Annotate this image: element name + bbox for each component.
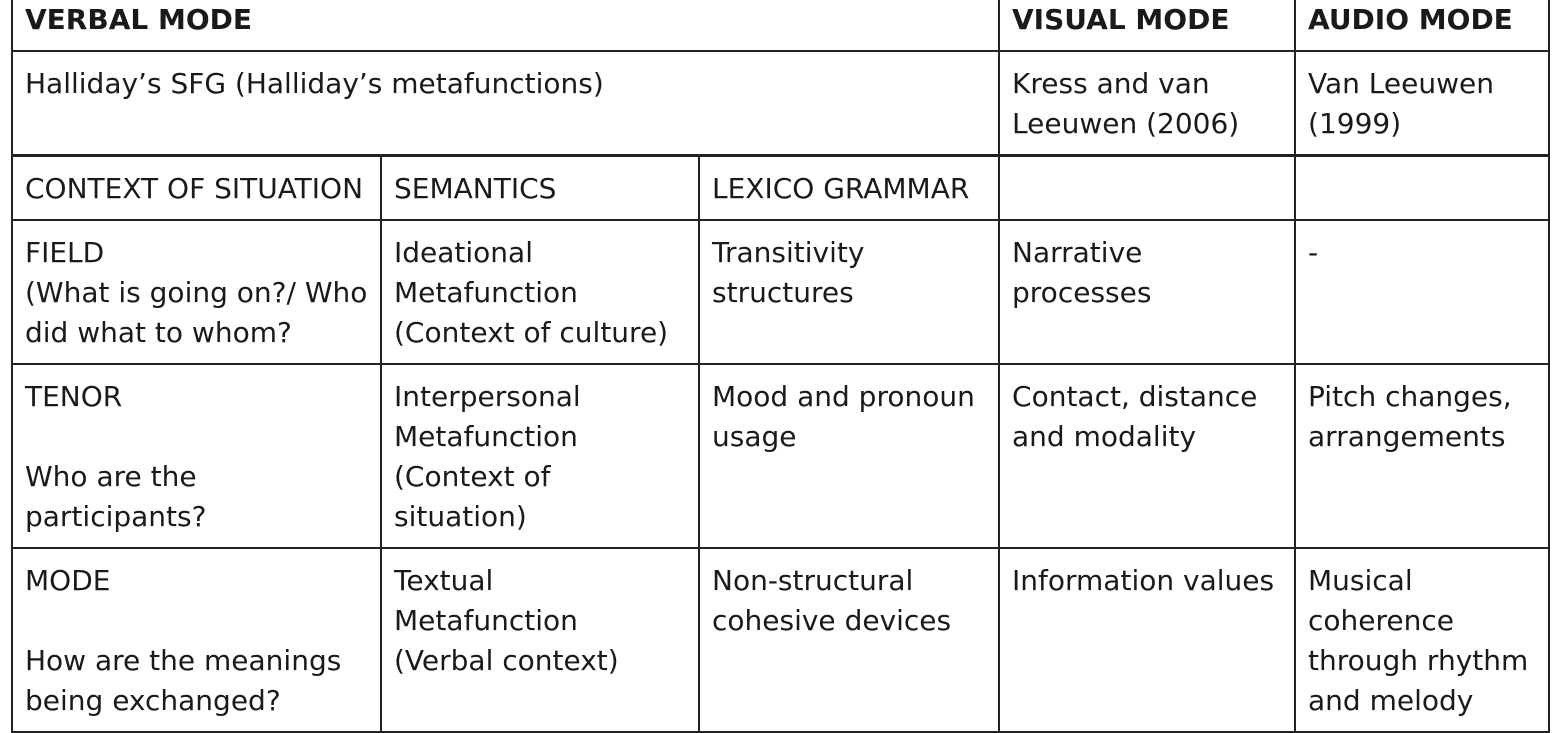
verbal-reference: Halliday’s SFG (Halliday’s metafunctions): [12, 51, 999, 156]
table-row: [12, 364, 1549, 548]
table-frame: [11, 0, 1548, 717]
tenor-semantics-cell: Interpersonal Metafunction (Context of situation): [381, 364, 699, 548]
semantics-column-header: SEMANTICS: [381, 156, 699, 221]
visual-mode-header: VISUAL MODE: [999, 0, 1295, 51]
visual-reference: Kress and van Leeuwen (2006): [999, 51, 1295, 156]
lexico-column-header: LEXICO GRAMMAR: [699, 156, 999, 221]
field-lexico-cell: Transitivity structures: [699, 220, 999, 364]
references-row: [12, 51, 1549, 156]
field-context-cell: FIELD (What is going on?/ Who did what to whom?: [12, 220, 381, 364]
field-audio-cell: -: [1295, 220, 1549, 364]
audio-mode-header: AUDIO MODE: [1295, 0, 1549, 51]
column-headers-row: [12, 156, 1549, 221]
field-semantics-cell: Ideational Metafunction (Context of culture): [381, 220, 699, 364]
mode-semantics-cell: Textual Metafunction (Verbal context): [381, 548, 699, 732]
tenor-visual-cell: Contact, distance and modality: [999, 364, 1295, 548]
mode-lexico-cell: Non-structural cohesive devices: [699, 548, 999, 732]
table-row: [12, 548, 1549, 732]
table-row: [12, 220, 1549, 364]
verbal-mode-header: VERBAL MODE: [12, 0, 999, 51]
field-visual-cell: Narrative processes: [999, 220, 1295, 364]
audio-reference: Van Leeuwen (1999): [1295, 51, 1549, 156]
mode-audio-cell: Musical coherence through rhythm and melody: [1295, 548, 1549, 732]
tenor-context-cell: TENOR Who are the participants?: [12, 364, 381, 548]
multimodal-analysis-table: [11, 0, 1550, 733]
header-row: [12, 0, 1549, 51]
mode-visual-cell: Information values: [999, 548, 1295, 732]
visual-column-header: [999, 156, 1295, 221]
mode-context-cell: MODE How are the meanings being exchanged?: [12, 548, 381, 732]
context-column-header: CONTEXT OF SITUATION: [12, 156, 381, 221]
tenor-lexico-cell: Mood and pronoun usage: [699, 364, 999, 548]
audio-column-header: [1295, 156, 1549, 221]
tenor-audio-cell: Pitch changes, arrangements: [1295, 364, 1549, 548]
